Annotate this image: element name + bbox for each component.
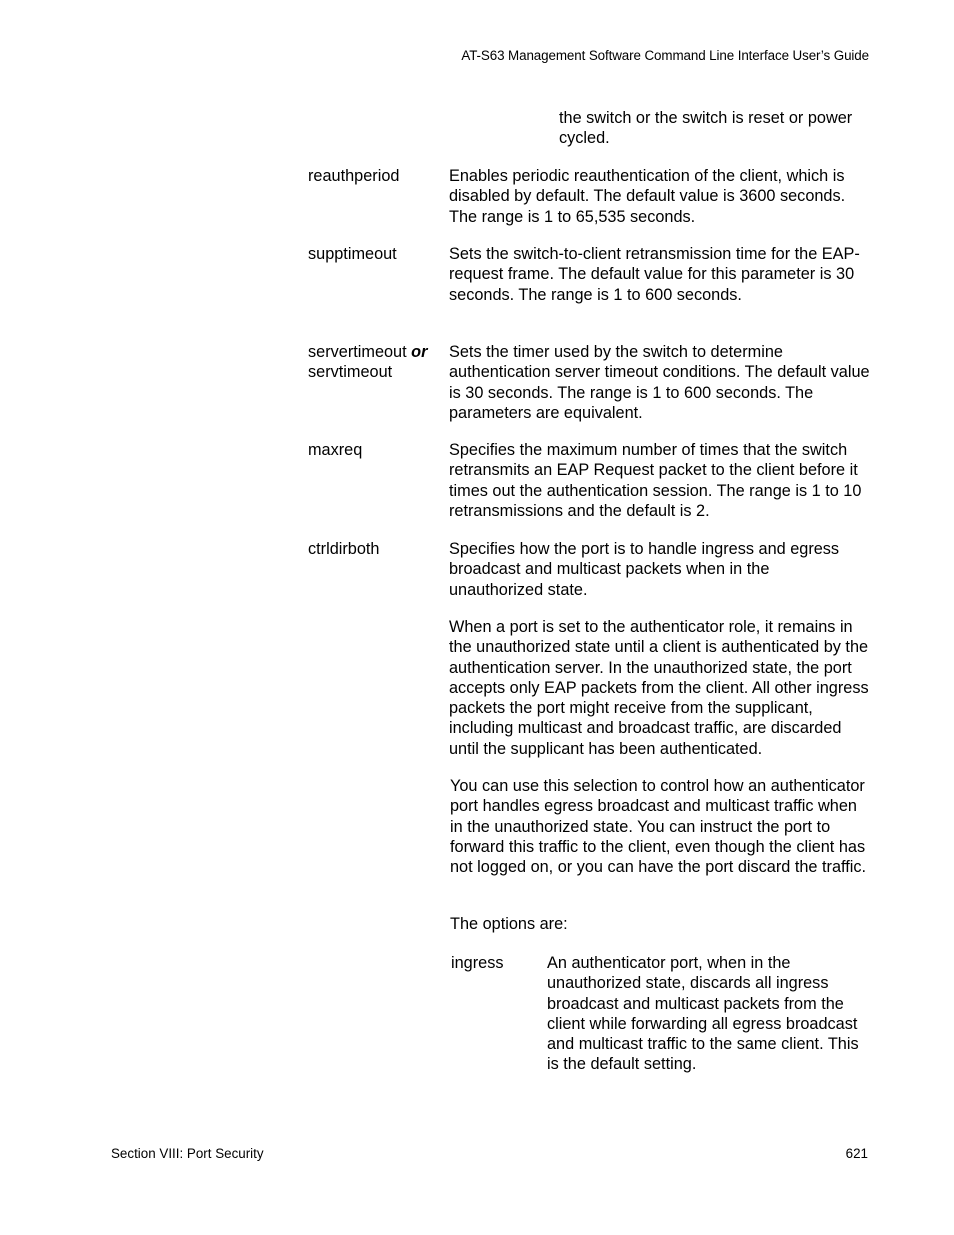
paragraph-options-intro: The options are: bbox=[450, 915, 568, 933]
paragraph-unauthorized-state: When a port is set to the authenticator role, it remains in the unauthorized state until a client is authenticated by the authentication server. In the unauthorized state, the port accepts only EAP packets from the client. All other ingress packets the port might receive from the supplicant, including multicast and broadcast traffic, are discarded until the supplicant has been authenticated. bbox=[449, 618, 869, 758]
term-servtimeout: servtimeout bbox=[308, 363, 393, 382]
param-term: maxreq bbox=[308, 441, 363, 459]
param-definition: Sets the timer used by the switch to determine authentication server timeout conditions. The default value is 30 seconds. The range is 1 to 600 seconds. The parameters are equivalent. bbox=[449, 343, 870, 422]
option-definition: An authenticator port, when in the unauthorized state, discards all ingress broadcast and multicast packets from the client while forwarding all egress broadcast and multicast traffic to the same client. This is the default setting. bbox=[547, 954, 859, 1074]
footer-page-number: 621 bbox=[845, 1146, 868, 1161]
param-term: ctrldirboth bbox=[308, 540, 380, 558]
param-definition: Enables periodic reauthentication of the client, which is disabled by default. The default value is 3600 seconds. The range is 1 to 65,535 seconds. bbox=[449, 167, 846, 226]
param-term bbox=[308, 342, 448, 383]
footer-section: Section VIII: Port Security bbox=[111, 1146, 264, 1161]
running-header: AT-S63 Management Software Command Line Interface User’s Guide bbox=[461, 48, 869, 63]
param-definition: Specifies how the port is to handle ingress and egress broadcast and multicast packets when in the unauthorized state. bbox=[449, 540, 840, 599]
param-term: reauthperiod bbox=[308, 167, 400, 185]
term-or: or bbox=[411, 343, 428, 361]
option-term: ingress bbox=[451, 954, 504, 972]
paragraph-egress-control: You can use this selection to control how an authenticator port handles egress broadcast and multicast traffic when in the unauthorized state. You can instruct the port to forward this traffic to the client, even though the client has not logged on, or you can have the port discard the traffic. bbox=[450, 777, 867, 877]
param-term: supptimeout bbox=[308, 245, 397, 263]
param-definition: Sets the switch-to-client retransmission time for the EAP-request frame. The default value for this parameter is 30 seconds. The range is 1 to 600 seconds. bbox=[449, 245, 860, 304]
param-definition: Specifies the maximum number of times that the switch retransmits an EAP Request packet to the client before it times out the authentication session. The range is 1 to 10 retransmissions and the default is 2. bbox=[449, 441, 862, 520]
carryover-text: the switch or the switch is reset or power cycled. bbox=[559, 109, 853, 148]
term-servertimeout: servertimeout bbox=[308, 343, 407, 361]
